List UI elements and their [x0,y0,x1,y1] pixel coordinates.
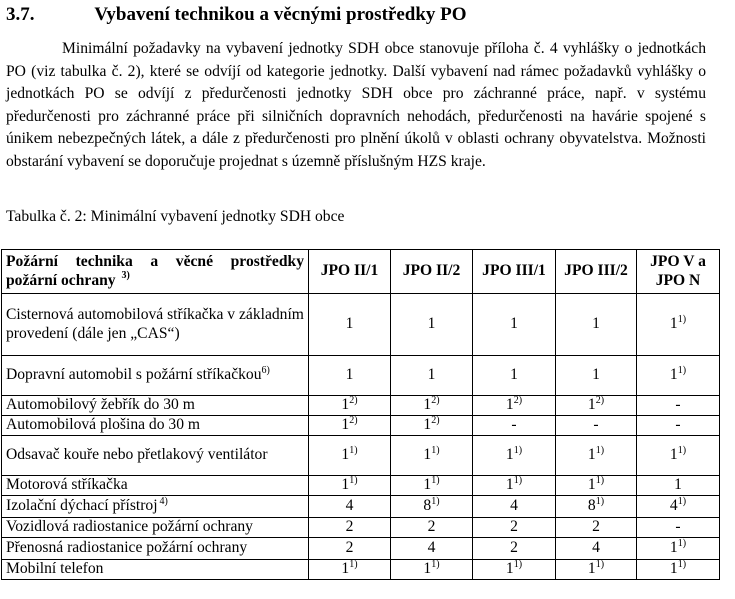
equipment-footnote: 6) [261,365,270,377]
quantity-value: 1 [427,366,436,384]
quantity-cell [473,396,556,416]
header-jpo-v-n: JPO V a JPO N [637,250,720,294]
quantity-value: 1 [505,560,514,578]
quantity-value: 1 [669,366,678,384]
quantity-value: 1 [592,366,600,384]
header-jpo-ii-1: JPO II/1 [309,250,391,294]
quantity-value: 2 [427,518,436,536]
quantity-cell [637,518,720,538]
quantity-value: 4 [345,497,354,515]
quantity-footnote: 2) [349,395,358,407]
quantity-cell [391,538,473,560]
quantity-cell [556,356,637,396]
quantity-footnote: 1) [595,475,605,487]
quantity-cell [391,396,473,416]
quantity-value: 1 [587,446,596,464]
quantity-cell [309,496,391,518]
quantity-value: 4 [510,497,518,515]
table-row [2,294,720,356]
quantity-footnote: 2) [431,415,440,427]
quantity-cell [637,538,720,560]
equipment-name: Mobilní telefon [6,560,104,578]
header-equipment [2,250,309,294]
quantity-cell [556,476,637,496]
quantity-value: 1 [505,476,514,494]
quantity-value: 2 [510,518,518,536]
quantity-value: 1 [341,416,350,434]
quantity-cell [309,356,391,396]
quantity-cell [473,476,556,496]
quantity-cell [473,416,556,436]
section-title: Vybavení technikou a věcnými prostředky PO [94,4,467,25]
quantity-footnote: 1) [513,445,523,457]
quantity-value: 1 [341,446,350,464]
equipment-name: Automobilová plošina do 30 m [6,416,201,434]
table-row [2,356,720,396]
quantity-cell [309,518,391,538]
quantity-cell [391,476,473,496]
quantity-footnote: 1) [431,559,440,571]
quantity-value: 2 [345,518,354,536]
quantity-value: 8 [587,497,596,515]
quantity-value: 1 [587,476,596,494]
table-row [2,518,720,538]
equipment-name: Vozidlová radiostanice požární ochrany [6,518,253,536]
quantity-cell [473,436,556,476]
quantity-cell [391,294,473,356]
quantity-footnote: 1) [431,445,440,457]
table-header-row [2,250,720,294]
quantity-value: 2 [345,539,354,557]
header-jpo-iii-1: JPO III/1 [473,250,556,294]
quantity-footnote: 1) [677,496,687,508]
equipment-name-cell [2,560,309,580]
quantity-footnote: 1) [431,496,440,508]
equipment-name: Motorová stříkačka [6,476,128,494]
quantity-value: 8 [423,497,432,515]
quantity-footnote: 1) [513,559,523,571]
equipment-footnote: 4) [159,496,168,508]
quantity-cell [473,294,556,356]
quantity-footnote: 2) [595,395,605,407]
quantity-value: 1 [505,446,514,464]
quantity-cell [556,416,637,436]
quantity-value: 4 [592,539,600,557]
quantity-cell [637,356,720,396]
equipment-name: Cisternová automobilová stříkačka v základním provedení (dále jen „CAS“) [6,306,304,342]
quantity-value: 1 [423,416,432,434]
section-heading [6,4,467,26]
quantity-cell [473,538,556,560]
header-jpo-iii-2: JPO III/2 [556,250,637,294]
quantity-footnote: 1) [677,538,687,550]
quantity-footnote: 1) [677,365,687,377]
quantity-cell [309,560,391,580]
quantity-footnote: 1) [595,559,605,571]
paragraph-text: Minimální požadavky na vybavení jednotky SDH obce stanovuje příloha č. 4 vyhlášky o jednotkách PO (viz tabulka č. 2), které se odvíjí od kategorie jednotky. Další vybavení nad rámec požadavků vyhlášky o jednotkách PO se odvíjí z předurčenosti jednotky SDH obce pro záchranné práce, např. v systému předurčenosti pro záchranné práce při silničních dopravních nehodách, předurčenosti na havárie spojené s únikem nebezpečných látek, a dále z předurčenosti pro plnění úkolů v oblasti ochrany obyvatelstva. Možnosti obstarání vybavení se doporučuje projednat s územně příslušným HZS kraje. [6,40,706,170]
quantity-footnote: 1) [513,475,523,487]
quantity-cell [637,294,720,356]
quantity-footnote: 1) [349,475,358,487]
equipment-name-cell [2,496,309,518]
header-footnote: 3) [121,270,130,282]
equipment-table [1,249,720,580]
quantity-cell [309,436,391,476]
quantity-value: 1 [674,476,682,494]
quantity-cell [309,538,391,560]
equipment-name-cell [2,294,309,356]
quantity-value: 1 [423,560,432,578]
quantity-footnote: 2) [431,395,440,407]
quantity-footnote: 1) [349,445,358,457]
quantity-value: 1 [669,446,678,464]
quantity-cell [391,496,473,518]
quantity-footnote: 2) [349,415,358,427]
table-row [2,538,720,560]
quantity-value: 4 [427,539,436,557]
table-row [2,476,720,496]
quantity-footnote: 1) [677,559,687,571]
equipment-name: Izolační dýchací přístroj [6,497,158,515]
quantity-cell [473,560,556,580]
quantity-cell [309,396,391,416]
quantity-cell [637,496,720,518]
quantity-cell [556,518,637,538]
quantity-footnote: 2) [513,395,523,407]
quantity-cell [637,416,720,436]
quantity-footnote: 1) [677,445,687,457]
equipment-name-cell [2,356,309,396]
quantity-cell [556,396,637,416]
quantity-value: 2 [510,539,518,557]
quantity-cell [637,476,720,496]
quantity-cell [309,476,391,496]
quantity-value: 1 [592,315,600,333]
quantity-value: 2 [592,518,600,536]
quantity-cell [391,416,473,436]
quantity-value: 1 [587,560,596,578]
quantity-cell [556,294,637,356]
quantity-cell [637,396,720,416]
quantity-value: 1 [669,560,678,578]
quantity-value: 1 [341,396,350,414]
quantity-value: 1 [510,315,518,333]
quantity-cell [556,496,637,518]
quantity-footnote: 1) [595,445,605,457]
table-row [2,436,720,476]
table-row [2,416,720,436]
quantity-value: 1 [669,315,678,333]
quantity-cell [556,538,637,560]
quantity-cell [309,416,391,436]
equipment-name-cell [2,476,309,496]
quantity-value: 1 [423,476,432,494]
quantity-value: 4 [669,497,678,515]
quantity-value: - [675,396,681,414]
equipment-name-cell [2,416,309,436]
quantity-value: 1 [423,446,432,464]
quantity-value: 1 [341,476,350,494]
table-row [2,396,720,416]
table-row [2,496,720,518]
quantity-value: 1 [423,396,432,414]
body-paragraph [6,38,706,173]
equipment-name: Automobilový žebřík do 30 m [6,396,195,414]
quantity-value: 1 [345,366,354,384]
quantity-cell [391,436,473,476]
header-equipment-label: Požární technika a věcné prostředky požární ochrany [6,253,304,289]
quantity-cell [556,560,637,580]
quantity-cell [391,560,473,580]
equipment-name-cell [2,538,309,560]
quantity-cell [473,356,556,396]
quantity-cell [391,518,473,538]
quantity-cell [556,436,637,476]
quantity-value: 1 [510,366,518,384]
quantity-cell [309,294,391,356]
quantity-value: 1 [505,396,514,414]
table-row [2,560,720,580]
table-caption: Tabulka č. 2: Minimální vybavení jednotky SDH obce [6,208,345,225]
table-body [2,294,720,580]
equipment-name-cell [2,518,309,538]
quantity-value: 1 [669,539,678,557]
equipment-name-cell [2,436,309,476]
quantity-footnote: 1) [677,314,687,326]
quantity-value: - [593,416,599,434]
quantity-footnote: 1) [349,559,358,571]
equipment-name-cell [2,396,309,416]
equipment-name: Dopravní automobil s požární stříkačkou [6,366,262,384]
quantity-footnote: 1) [431,475,440,487]
quantity-value: 1 [345,315,354,333]
quantity-cell [637,436,720,476]
equipment-name: Odsavač kouře nebo přetlakový ventilátor [6,446,268,464]
quantity-value: 1 [341,560,350,578]
quantity-cell [473,496,556,518]
header-jpo-ii-2: JPO II/2 [391,250,473,294]
quantity-cell [473,518,556,538]
quantity-value: - [675,416,681,434]
quantity-value: - [675,518,681,536]
quantity-cell [637,560,720,580]
quantity-value: 1 [587,396,596,414]
quantity-footnote: 1) [595,496,605,508]
section-number: 3.7. [6,4,35,25]
equipment-name: Přenosná radiostanice požární ochrany [6,539,248,557]
quantity-cell [391,356,473,396]
quantity-value: - [511,416,517,434]
quantity-value: 1 [427,315,436,333]
